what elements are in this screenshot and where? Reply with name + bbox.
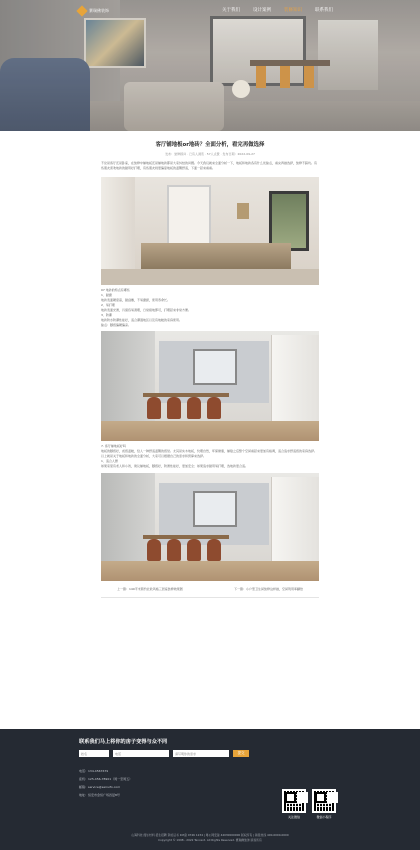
paragraph: 地板的脚感好，质感温暖，给人一种舒适温馨的感觉。尤其是实木地板，纹理自然，环保健康，铺贴之后整个空间看起来更加有格调，适合追求舒适感的家庭选择。: [101, 449, 318, 453]
article: [101, 140, 319, 598]
article-meta: 发布：装修顾问 · 已有人浏览 · 57人点赞 · 发布日期：2022-09-27: [165, 152, 255, 156]
img-door: [167, 185, 211, 245]
name-input[interactable]: [79, 750, 109, 757]
prev-article-link[interactable]: 上一篇：140平米简约北欧风格三居室装修效果图: [117, 587, 183, 591]
img-chair: [207, 397, 221, 419]
img-chair: [147, 397, 161, 419]
img-chair: [167, 397, 181, 419]
footer-links: 山海科技 阁乐材料 招生招聘 资质证书 ICP备 0746 1234 | 粤公网安备 44030000000 版权所有 | 销售热线 400-0000-0000: [131, 833, 289, 837]
img-chair: [207, 539, 221, 561]
nav-item-about[interactable]: 关于我们: [222, 8, 240, 13]
contact-phone: 电话：134-4567679: [79, 769, 109, 773]
image-caption: 7. 客厅铺地板好吗: [101, 444, 126, 448]
article-pager: [101, 587, 319, 591]
qr-code-icon: [312, 789, 336, 813]
article-title: 客厅铺地板or地砖？全面分析，看完再做选择: [155, 142, 265, 148]
qr-label: 关注微信: [287, 815, 300, 819]
img-chair: [187, 539, 201, 561]
point-title: 1、耐磨: [101, 293, 112, 297]
contact-info: [79, 767, 132, 799]
article-image-dining-room-2: [101, 473, 319, 581]
logo-icon: [76, 5, 87, 16]
copyright-text: Copyright © 1998 - 2022 Tencent. All Rights Reserved. 赛瑞佛装饰 版权所有: [158, 837, 262, 842]
footer-title: 联系我们马上将你的房子变得与众不同: [79, 739, 168, 745]
next-article-link[interactable]: 下一篇：小户型卫生间装修这样做，空间利用率翻倍: [233, 587, 303, 591]
site-logo[interactable]: [78, 7, 109, 15]
divider: [101, 597, 319, 598]
point-title: 2、易打理: [101, 303, 115, 307]
footer: [0, 729, 420, 850]
img-wall-picture: [237, 203, 249, 219]
contact-form: [79, 750, 249, 757]
nav-menu: [222, 7, 346, 14]
paragraph: 1、适合人群: [101, 459, 118, 463]
footer-copyright: [0, 833, 420, 842]
point-text: 地砖防水防潮性能好，适合潮湿地区以及有地暖的家庭使用。: [101, 318, 183, 322]
contact-landline: 座机：125-456-78901（周一至周五）: [79, 777, 133, 781]
article-intro: 不论是客厅还是卧室，在装修中铺地板还是铺地砖都是大家纠结的问题。今天我们就来全面分析一下，地板和地砖各有什么优缺点，看完再做选择，装修不踩坑。有些朋友喜欢地砖的耐用好打理，有些朋友则更偏爱地板的温馨舒适，下面一起来看看。: [101, 161, 318, 170]
paragraph: 以上就是关于地板和地砖的全面分析，大家可以根据自己的需求和预算来选择。: [101, 454, 207, 458]
point-text: 缺点：脚感偏硬偏凉。: [101, 323, 132, 327]
top-nav: [0, 0, 420, 22]
img-chair: [167, 539, 181, 561]
img-back-window: [193, 349, 237, 385]
contact-email[interactable]: 邮箱：service@sairuifo.com: [79, 785, 121, 789]
point-text: 地砖表面光滑，污渍容易清理，日常拖地即可，打理起来非常方便。: [101, 308, 192, 312]
article-image-living-room: [101, 177, 319, 285]
img-back-window: [193, 491, 237, 527]
img-floor: [101, 561, 319, 581]
nav-item-contact[interactable]: 联系我们: [315, 8, 333, 13]
img-chair: [147, 539, 161, 561]
image-caption: 07 地砖的特点有哪些: [101, 288, 130, 292]
img-chair: [187, 397, 201, 419]
img-tatami-platform: [141, 243, 291, 269]
logo-text: 赛瑞佛装饰: [89, 8, 109, 13]
qr-miniprogram: [312, 789, 336, 819]
qr-label: 微信小程序: [316, 815, 332, 819]
nav-item-knowledge[interactable]: 装修知识: [284, 8, 302, 13]
qr-code-icon: [282, 789, 306, 813]
point-title: 3、防潮: [101, 313, 112, 317]
article-image-dining-room: [101, 331, 319, 441]
paragraph: 如果家里有老人和小孩，建议铺地板，脚感好，防滑性能好，更加安全；如果追求耐用易打理，选地砖更合适。: [101, 464, 249, 468]
img-floor: [101, 269, 319, 285]
img-window: [269, 191, 309, 251]
qr-wechat: [282, 789, 306, 819]
point-text: 地砖表面硬度高，耐刮擦，不易磨损，使用寿命长。: [101, 298, 171, 302]
contact-address: 地址：恒安市金恒广场四层8号: [79, 793, 120, 797]
need-input[interactable]: [173, 750, 229, 757]
img-floor: [101, 421, 319, 441]
phone-input[interactable]: [113, 750, 169, 757]
nav-item-cases[interactable]: 设计案例: [253, 8, 271, 13]
submit-button[interactable]: 提交: [233, 750, 249, 757]
hero-banner: [0, 0, 420, 131]
